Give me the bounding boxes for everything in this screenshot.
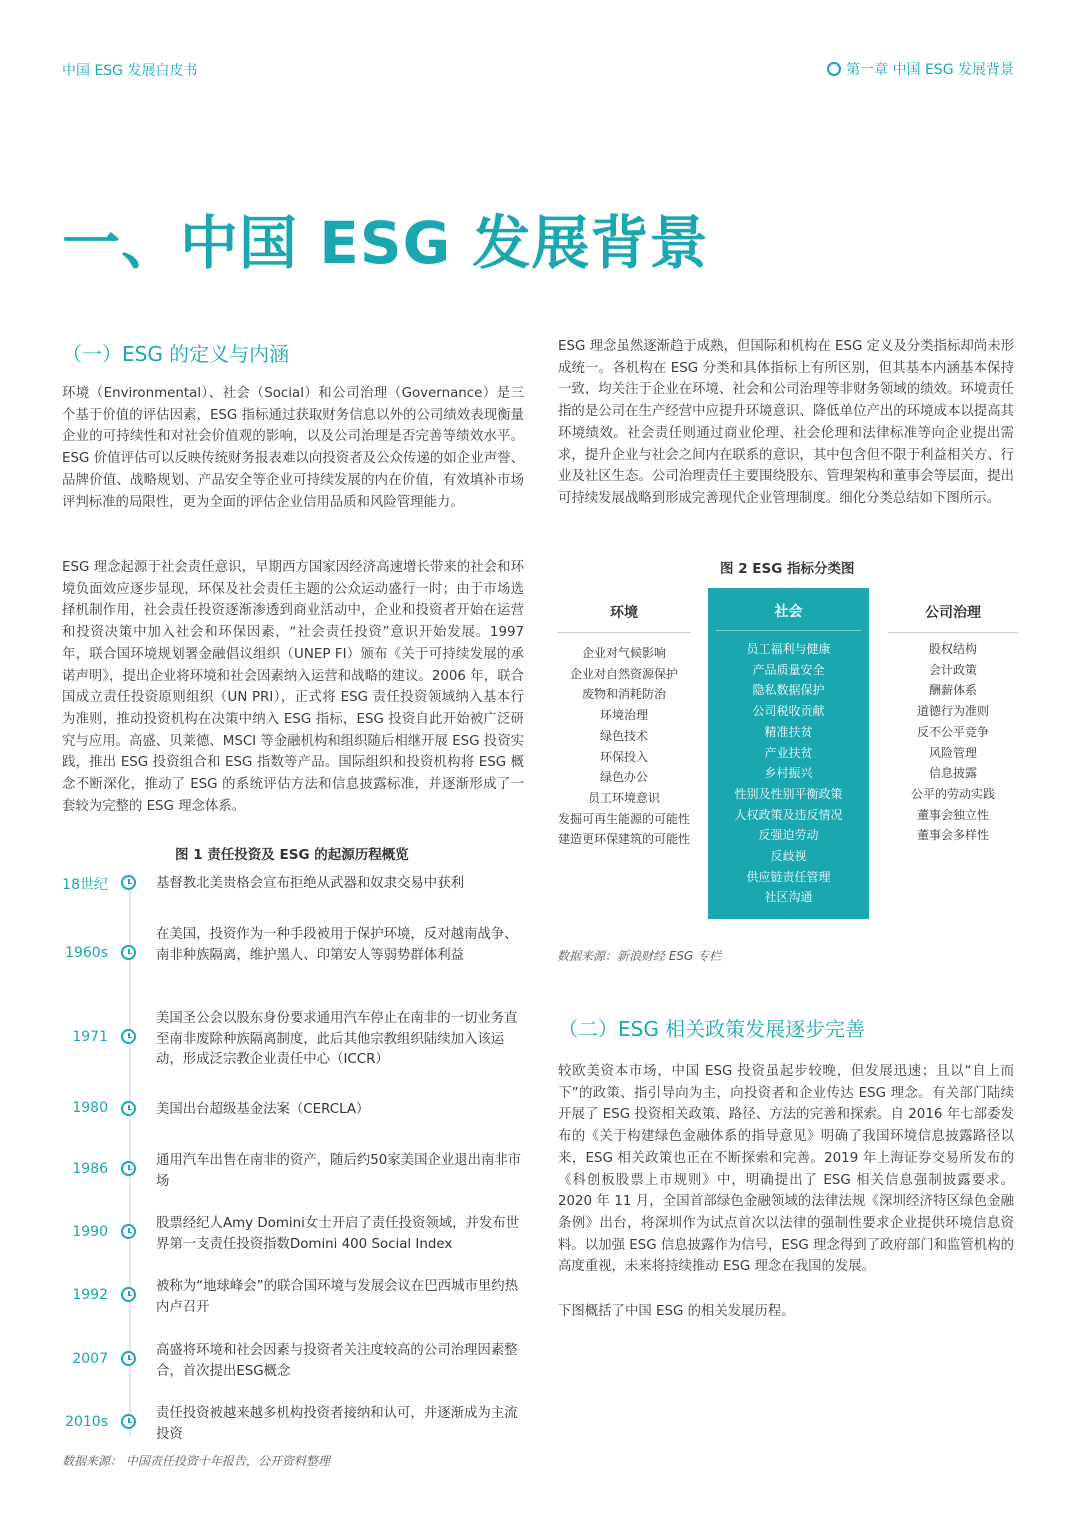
governance-list	[888, 639, 1018, 846]
figure1-title: 图 1 责任投资及 ESG 的起源历程概览	[175, 847, 409, 863]
governance-item: 股权结构	[928, 642, 977, 656]
governance-item: 董事会多样性	[916, 828, 989, 843]
figure2-title: 图 2 ESG 指标分类图	[720, 561, 855, 577]
timeline-text: 股票经纪人Amy Domini女士开启了责任投资领域，并发布世界第一支责任投资指数Domini 400 Social Index	[156, 1216, 520, 1252]
social-item: 反强迫劳动	[758, 828, 819, 843]
governance-item: 董事会独立性	[916, 807, 989, 822]
social-column	[708, 588, 869, 919]
origin-timeline	[60, 866, 530, 1446]
social-item: 精准扶贫	[764, 724, 813, 739]
social-item: 产业扶贫	[764, 745, 813, 760]
timeline-year: 2010s	[65, 1414, 108, 1430]
clock-icon	[121, 945, 136, 960]
social-item: 公司税收贡献	[752, 704, 825, 719]
section1-paragraph-2: ESG 理念起源于社会责任意识，早期西方国家因经济高速增长带来的社会和环境负面效应逐步显现，环保及社会责任主题的公众运动盛行一时；由于市场选择机制作用，社会责任投资逐渐渗透到商业活动中，企业和投资者开始在运营和投资决策中加入社会和环保因素，“社会责任投资”意识开始发展。1997 年，联合国环境规划署金融倡议组织（UNEP FI）颁布《关于可持续发展的承诺声明》，提出企业将环境和社会因素纳入运营和战略的建议。2006 年，联合国成立责任投资原则组织（UN PRI），正式将 ESG 责任投资领域纳入基本行为准则，推动投资机构在决策中纳入 ESG 指标，ESG 投资自此开始被广泛研究与应用。高盛、贝莱德、MSCI 等金融机构和组织随后相继开展 ESG 投资实践，推出 ESG 投资组合和 ESG 指数等产品。国际组织和投资机构将 ESG 概念不断深化，推动了 ESG 的系统评估方法和信息披露标准，并逐渐形成了一套较为完整的 ESG 理念体系。	[62, 560, 524, 814]
environment-heading: 环境	[610, 605, 638, 621]
environment-item: 员工环境意识	[587, 790, 660, 805]
governance-item: 道德行为准则	[916, 704, 989, 719]
clock-icon	[121, 1224, 136, 1239]
divider	[888, 632, 1018, 633]
social-item: 隐私数据保护	[752, 683, 825, 698]
section2-paragraph-2: 下图概括了中国 ESG 的相关发展历程。	[558, 1304, 795, 1319]
page-title: 一、中国 ESG 发展背景	[62, 209, 709, 277]
social-item: 反歧视	[770, 849, 807, 864]
divider	[716, 630, 861, 631]
governance-item: 风险管理	[928, 745, 977, 760]
environment-item: 建造更环保建筑的可能性	[557, 832, 690, 847]
section1-right-paragraph: ESG 理念虽然逐渐趋于成熟，但国际和机构在 ESG 定义及分类指标却尚未形成统一。各机构在 ESG 分类和具体指标上有所区别，但其基本内涵基本保持一致，均关注于企业在环境、社会和公司治理等非财务领域的绩效。环境责任指的是公司在生产经营中应提升环境意识、降低单位产出的环境成本以提高其环境绩效。社会责任则通过商业伦理、社会伦理和法律标准等向企业提出需求，提升企业与社会之间内在联系的意识，其中包含但不限于利益相关方、行业及社区生态。公司治理责任主要围绕股东、管理架构和董事会等层面，提出可持续发展战略到形成完善现代企业管理制度。细化分类总结如下图所示。	[558, 339, 1014, 506]
section1-title: （一）ESG 的定义与内涵	[62, 342, 290, 366]
social-item: 社区沟通	[764, 890, 813, 905]
clock-icon	[121, 1101, 136, 1116]
timeline-text: 被称为“地球峰会”的联合国环境与发展会议在巴西城市里约热内卢召开	[156, 1279, 519, 1315]
divider	[557, 632, 691, 633]
environment-item: 环境治理	[599, 708, 648, 723]
section2-title: （二）ESG 相关政策发展逐步完善	[558, 1017, 866, 1041]
environment-item: 废物和消耗防治	[581, 687, 666, 702]
social-item: 产品质量安全	[752, 662, 825, 677]
figure1-source: 数据来源： 中国责任投资十年报告，公开资料整理	[62, 1454, 330, 1468]
environment-item: 绿色技术	[599, 728, 648, 743]
timeline-text: 基督教北美贵格会宣布拒绝从武器和奴隶交易中获利	[156, 876, 464, 891]
governance-heading: 公司治理	[925, 605, 981, 621]
timeline-year: 1986	[72, 1161, 108, 1177]
governance-item: 反不公平竞争	[916, 724, 989, 739]
environment-item: 发掘可再生能源的可能性	[557, 811, 690, 826]
timeline-text: 责任投资被越来越多机构投资者接纳和认可，并逐渐成为主流投资	[156, 1406, 518, 1442]
environment-column	[557, 602, 691, 850]
environment-item: 企业对自然资源保护	[569, 666, 678, 681]
social-list	[708, 639, 869, 908]
environment-item: 环保投入	[599, 749, 648, 764]
governance-item: 信息披露	[928, 766, 977, 781]
timeline-text: 美国出台超级基金法案（CERCLA）	[156, 1102, 370, 1117]
timeline-year: 1992	[72, 1287, 108, 1303]
environment-item: 绿色办公	[599, 770, 648, 785]
governance-item: 公平的劳动实践	[910, 786, 995, 801]
environment-item: 企业对气候影响	[581, 646, 666, 660]
social-item: 人权政策及违反情况	[734, 807, 843, 822]
timeline-text: 通用汽车出售在南非的资产，随后约50家美国企业退出南非市场	[156, 1153, 522, 1189]
clock-icon	[121, 1287, 136, 1302]
social-item: 乡村振兴	[764, 766, 813, 781]
header-doc-title: 中国 ESG 发展白皮书	[62, 63, 198, 79]
timeline-year: 1960s	[65, 945, 108, 961]
timeline-text: 在美国，投资作为一种手段被用于保护环境，反对越南战争、南非种族隔离，维护黑人、印第安人等弱势群体利益	[156, 927, 518, 963]
social-item: 供应链责任管理	[746, 869, 831, 884]
timeline-year: 1980	[72, 1100, 108, 1116]
section2-paragraph-1: 较欧美资本市场，中国 ESG 投资虽起步较晚，但发展迅速；且以“自上而下”的政策、指引导向为主，向投资者和企业传达 ESG 理念。有关部门陆续开展了 ESG 投资相关政策、路径、方法的完善和探索。自 2016 年七部委发布的《关于构建绿色金融体系的指导意见》明确了我国环境信息披露路径以来，ESG 相关政策也正在不断探索和完善。2019 年上海证券交易所发布的《科创板股票上市规则》中，明确提出了 ESG 相关信息强制披露要求。2020 年 11 月，全国首部绿色金融领域的法律法规《深圳经济特区绿色金融条例》出台，将深圳作为试点首次以法律的强制性要求企业提供环境信息资料。以加强 ESG 信息披露作为信号，ESG 理念得到了政府部门和监管机构的高度重视，未来将持续推动 ESG 理念在我国的发展。	[558, 1064, 1014, 1275]
governance-item: 酬薪体系	[928, 683, 977, 698]
social-column-content	[708, 601, 869, 908]
social-heading: 社会	[774, 604, 803, 620]
clock-icon	[121, 1414, 136, 1429]
timeline-text: 高盛将环境和社会因素与投资者关注度较高的公司治理因素整合，首次提出ESG概念	[156, 1343, 518, 1379]
header-chapter	[827, 59, 1014, 79]
timeline-year: 2007	[72, 1351, 108, 1367]
section1-paragraph-1: 环境（Environmental）、社会（Social）和公司治理（Governance）是三个基于价值的评估因素，ESG 指标通过获取财务信息以外的公司绩效表现衡量企业的可持续性和对社会价值观的影响，以及公司治理是否完善等绩效水平。ESG 价值评估可以反映传统财务报表难以向投资者及公众传递的如企业声誉、品牌价值、战略规划、产品安全等企业可持续发展的内在价值，有效填补市场评判标准的局限性，更为全面的评估企业信用品质和风险管理能力。	[62, 386, 524, 510]
clock-icon	[121, 875, 136, 890]
clock-icon	[121, 1161, 136, 1176]
social-item: 性别及性别平衡政策	[734, 786, 843, 801]
governance-column	[888, 602, 1018, 846]
environment-list	[557, 643, 691, 850]
timeline-text: 美国圣公会以股东身份要求通用汽车停止在南非的一切业务直至南非废除种族隔离制度，此后其他宗教组织陆续加入该运动，形成泛宗教企业责任中心（ICCR）	[156, 1011, 518, 1067]
clock-icon	[121, 1351, 136, 1366]
header-chapter-label: 第一章 中国 ESG 发展背景	[846, 62, 1014, 78]
circle-bullet-icon	[827, 62, 841, 76]
social-item: 员工福利与健康	[746, 642, 831, 656]
governance-item: 会计政策	[928, 662, 977, 677]
clock-icon	[121, 1029, 136, 1044]
timeline-year: 1990	[72, 1224, 108, 1240]
timeline-year: 18世纪	[62, 877, 108, 893]
timeline-year: 1971	[72, 1029, 108, 1045]
figure2-source: 数据来源：新浪财经 ESG 专栏	[557, 949, 722, 963]
